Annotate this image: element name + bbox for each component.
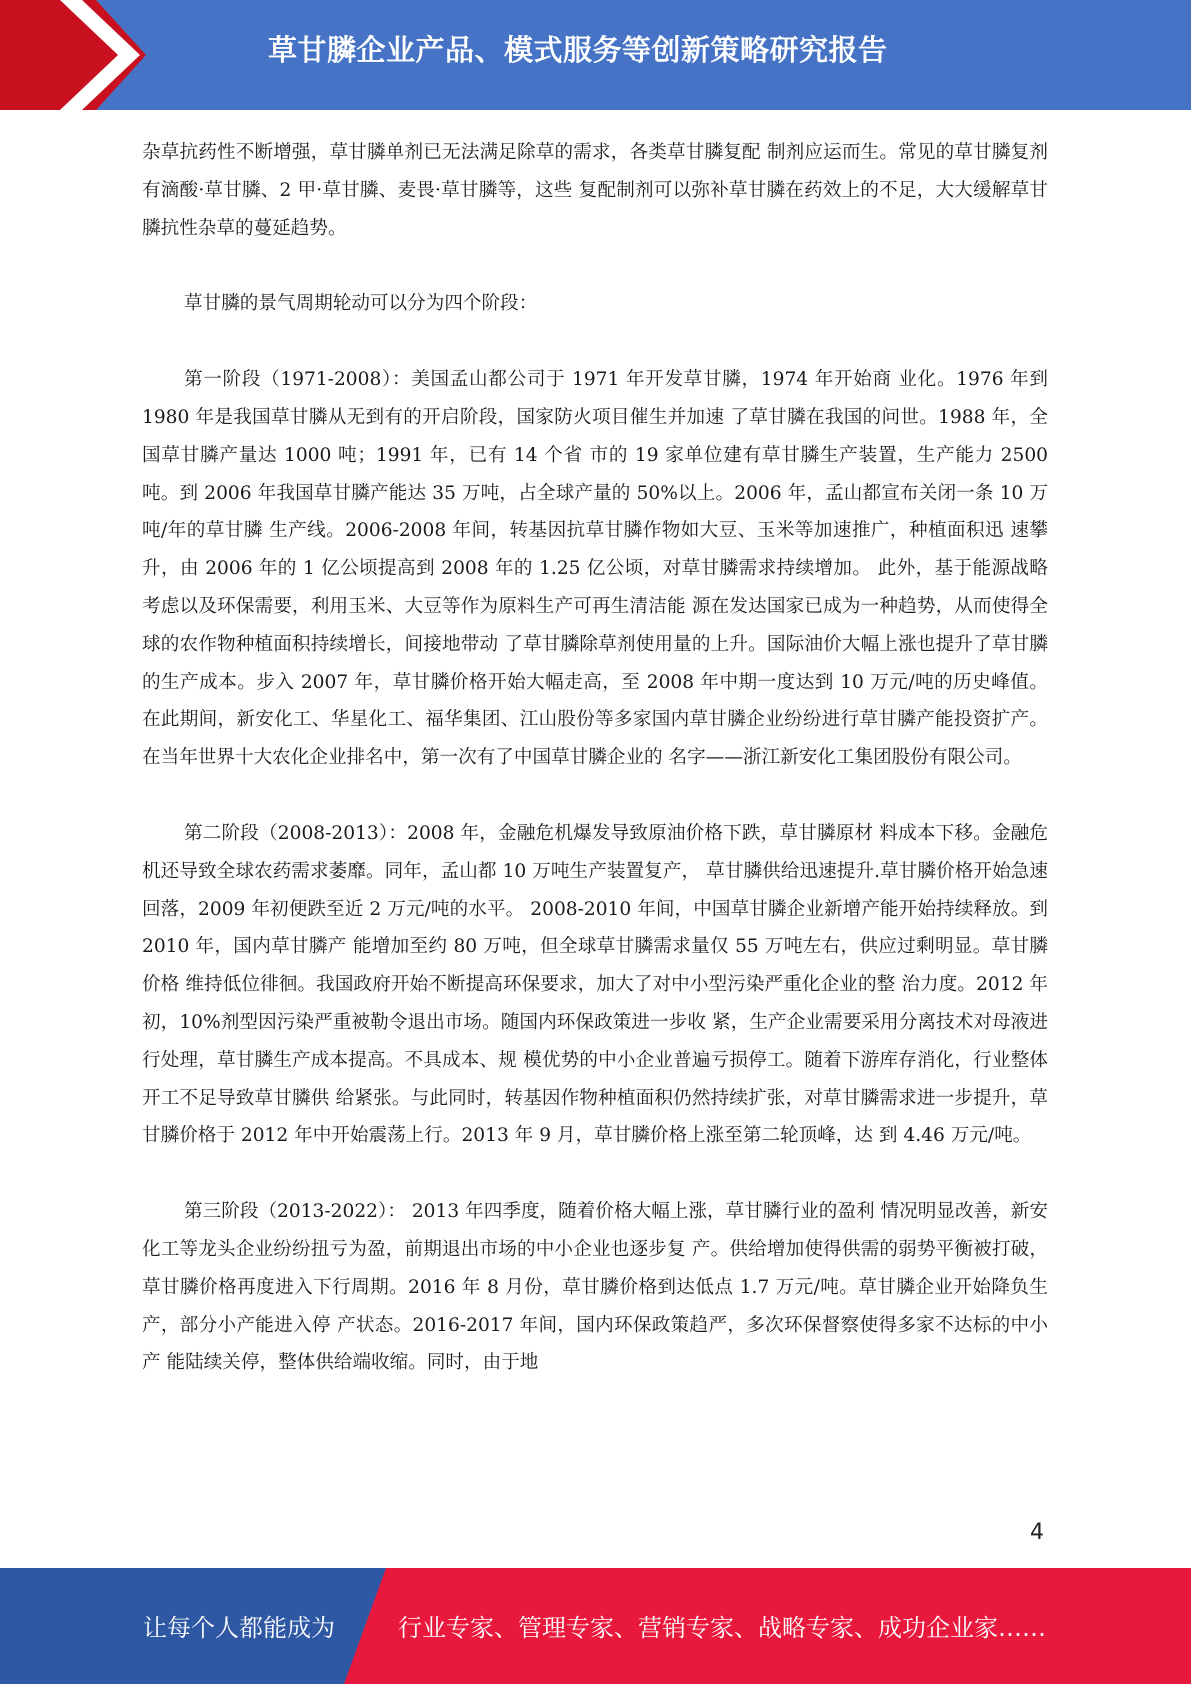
paragraph-stage-two: 第二阶段（2008-2013）：2008 年，金融危机爆发导致原油价格下跌，草甘膦原材 料成本下移。金融危机还导致全球农药需求萎靡。同年，孟山都 10 万吨生产装置复产， 草甘膦供给迅速提升.草甘膦价格开始急速回落，2009 年初便跌至近 2 万元/吨的水平。 2008-2010 年间，中国草甘膦企业新增产能开始持续释放。到 2010 年，国内草甘膦产 能增加至约 80 万吨，但全球草甘膦需求量仅 55 万吨左右，供应过剩明显。草甘膦价格 维持低位徘徊。我国政府开始不断提高环保要求，加大了对中小型污染严重化企业的整 治力度。2012 年初，10%剂型因污染严重被勒令退出市场。随国内环保政策进一步收 紧，生产企业需要采用分离技术对母液进行处理，草甘膦生产成本提高。不具成本、规 模优势的中小企业普遍亏损停工。随着下游库存消化，行业整体开工不足导致草甘膦供 给紧张。与此同时，转基因作物种植面积仍然持续扩张，对草甘膦需求进一步提升，草 甘膦价格于 2012 年中开始震荡上行。2013 年 9 月，草甘膦价格上涨至第二轮顶峰，达 到 4.46 万元/吨。 [142, 822, 1048, 1147]
page-footer [0, 1568, 1191, 1684]
page-header [0, 0, 1191, 110]
paragraph-stage-one: 第一阶段（1971-2008）：美国孟山都公司于 1971 年开发草甘膦，1974 年开始商 业化。1976 年到 1980 年是我国草甘膦从无到有的开启阶段，国家防火项目催生并加速 了草甘膦在我国的问世。1988 年，全国草甘膦产量达 1000 吨；1991 年，已有 14 个省 市的 19 家单位建有草甘膦生产装置，生产能力 2500 吨。到 2006 年我国草甘膦产能达 35 万吨，占全球产量的 50%以上。2006 年，孟山都宣布关闭一条 10 万吨/年的草甘膦 生产线。2006-2008 年间，转基因抗草甘膦作物如大豆、玉米等加速推广，种植面积迅 速攀升，由 2006 年的 1 亿公顷提高到 2008 年的 1.25 亿公顷，对草甘膦需求持续增加。 此外，基于能源战略考虑以及环保需要，利用玉米、大豆等作为原料生产可再生清洁能 源在发达国家已成为一种趋势，从而使得全球的农作物种植面积持续增长，间接地带动 了草甘膦除草剂使用量的上升。国际油价大幅上涨也提升了草甘膦的生产成本。步入 2007 年，草甘膦价格开始大幅走高，至 2008 年中期一度达到 10 万元/吨的历史峰值。 在此期间，新安化工、华星化工、福华集团、江山股份等多家国内草甘膦企业纷纷进行草甘膦产能投资扩产。在当年世界十大农化企业排名中，第一次有了中国草甘膦企业的 名字——浙江新安化工集团股份有限公司。 [142, 369, 1048, 769]
footer-slogan-left: 让每个人都能成为 [143, 1614, 335, 1642]
body-text [142, 134, 1048, 1420]
footer-slogan-right: 行业专家、管理专家、营销专家、战略专家、成功企业家…… [398, 1614, 1046, 1642]
paragraph-stage-three: 第三阶段（2013-2022）： 2013 年四季度，随着价格大幅上涨，草甘膦行业的盈利 情况明显改善，新安化工等龙头企业纷纷扭亏为盈，前期退出市场的中小企业也逐步复 产。供给增加使得供需的弱势平衡被打破，草甘膦价格再度进入下行周期。2016 年 8 月份，草甘膦价格到达低点 1.7 万元/吨。草甘膦企业开始降负生产，部分小产能进入停 产状态。2016-2017 年间，国内环保政策趋严，多次环保督察使得多家不达标的中小产 能陆续关停，整体供给端收缩。同时，由于地 [142, 1201, 1048, 1374]
paragraph-stages-heading: 草甘膦的景气周期轮动可以分为四个阶段： [184, 293, 538, 315]
header-arrow-icon [0, 0, 170, 110]
paragraph-intro: 杂草抗药性不断增强，草甘膦单剂已无法满足除草的需求，各类草甘膦复配 制剂应运而生。常见的草甘膦复剂有滴酸·草甘膦、2 甲·草甘膦、麦畏·草甘膦等，这些 复配制剂可以弥补草甘膦在药效上的不足，大大缓解草甘膦抗性杂草的蔓延趋势。 [142, 142, 1048, 239]
page-number: 4 [1030, 1520, 1044, 1545]
report-title: 草甘膦企业产品、模式服务等创新策略研究报告 [268, 33, 888, 67]
